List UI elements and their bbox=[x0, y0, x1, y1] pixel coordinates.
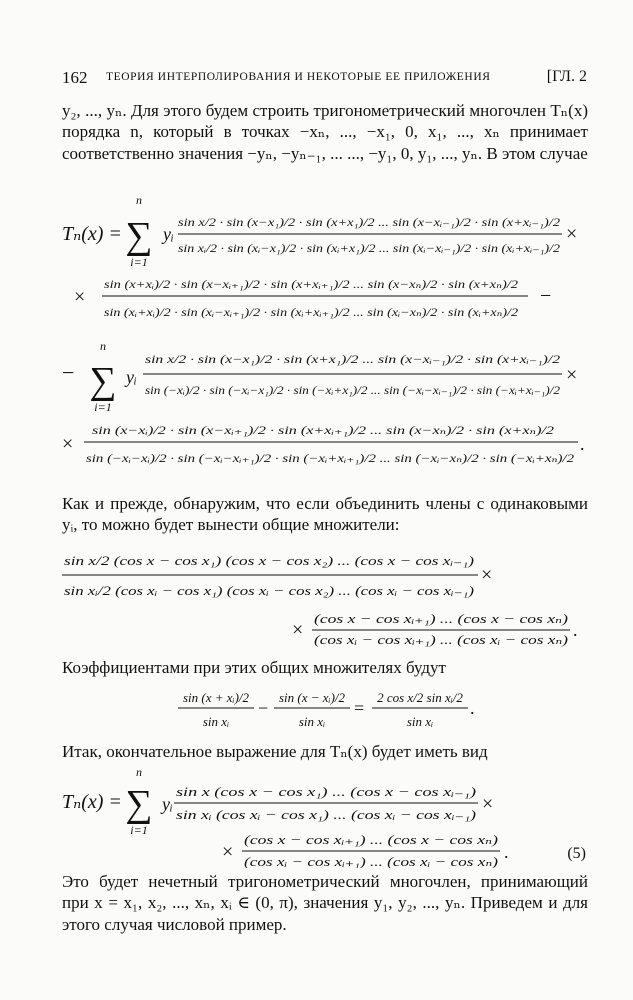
common-times2: × bbox=[292, 619, 304, 641]
final-sum-bottom: i=1 bbox=[130, 823, 148, 837]
main-times4: × bbox=[62, 433, 74, 455]
main-y2: yᵢ bbox=[126, 367, 137, 387]
coef-a-num: sin (x + xᵢ)/2 bbox=[182, 690, 250, 705]
main-row4-num: sin (x−xᵢ)/2 · sin (x−xᵢ₊₁)/2 · sin (x+xᵢ₊₁)/2 ... sin (x−xₙ)/2 · sin (x+xₙ)/2 bbox=[92, 425, 555, 437]
coef-b-num: sin (x − xᵢ)/2 bbox=[278, 690, 346, 705]
running-header bbox=[62, 68, 587, 90]
main-times3: × bbox=[566, 364, 578, 386]
common-end-dot: . bbox=[573, 620, 578, 640]
main-minus: − bbox=[540, 285, 552, 307]
final-num2: (cos x − cos xᵢ₊₁) ... (cos x − cos xₙ) bbox=[244, 832, 498, 847]
main-y1: yᵢ bbox=[163, 224, 174, 244]
main-row2-num: sin (x+xᵢ)/2 · sin (x−xᵢ₊₁)/2 · sin (x+xᵢ₊₁)/2 ... sin (x−xₙ)/2 · sin (x+xₙ)/2 bbox=[104, 279, 519, 291]
main-row2-den: sin (xᵢ+xᵢ)/2 · sin (xᵢ−xᵢ₊₁)/2 · sin (xᵢ+xᵢ₊₁)/2 ... sin (xᵢ−xₙ)/2 · sin (xᵢ+xₙ)/2 bbox=[104, 307, 519, 319]
coef-c-num: 2 cos x/2 sin xᵢ/2 bbox=[377, 690, 463, 705]
common-num2: (cos x − cos xᵢ₊₁) ... (cos x − cos xₙ) bbox=[314, 611, 568, 626]
formula-common-factors bbox=[0, 543, 633, 647]
final-end-dot: . bbox=[504, 842, 509, 862]
paragraph-intro: y₂, ..., yₙ. Для этого будем строить тригонометрический многочлен Tₙ(x) порядка n, который в точках −xₙ, ..., −x₁, 0, x₁, ..., xₙ принимает соответственно значения −yₙ, −yₙ₋₁, ... ..., −y₁, 0, y₁, ..., yₙ. В этом случае bbox=[62, 101, 588, 163]
paragraph-coefficients: Коэффициентами при этих общих множителях будут bbox=[62, 658, 446, 677]
main-times1: × bbox=[566, 223, 578, 245]
paragraph-conclusion: Это будет нечетный тригонометрический многочлен, принимающий при x = x₁, x₂, ..., xₙ, xᵢ ∈ (0, π), значения y₁, y₂, ..., yₙ. Приведем и для этого случая числовой пример. bbox=[62, 872, 588, 934]
main-minus2: − bbox=[62, 360, 75, 385]
formula-main bbox=[0, 188, 633, 478]
main-row1-num: sin x/2 · sin (x−x₁)/2 · sin (x+x₁)/2 ... sin (x−xᵢ₋₁)/2 · sin (x+xᵢ₋₁)/2 bbox=[178, 217, 561, 229]
coef-minus: − bbox=[258, 698, 269, 718]
coef-eq: = bbox=[354, 698, 365, 718]
final-yi: yᵢ bbox=[162, 794, 173, 814]
final-sum-sigma: ∑ bbox=[125, 783, 153, 825]
coef-a-den: sin xᵢ bbox=[202, 714, 230, 729]
paragraph-final-form: Итак, окончательное выражение для Tₙ(x) будет иметь вид bbox=[62, 742, 488, 761]
final-den2: (cos xᵢ − cos xᵢ₊₁) ... (cos xᵢ − cos xₙ) bbox=[244, 854, 498, 868]
main-sum1-bottom: i=1 bbox=[130, 255, 148, 269]
formula-final bbox=[0, 768, 633, 868]
main-sum2-sigma: ∑ bbox=[89, 360, 117, 402]
final-times2: × bbox=[222, 841, 234, 863]
final-lhs: Tₙ(x) = bbox=[62, 791, 122, 813]
final-times1: × bbox=[482, 793, 494, 815]
running-title: ТЕОРИЯ ИНТЕРПОЛИРОВАНИЯ И НЕКОТОРЫЕ ЕЕ ПРИЛОЖЕНИЯ bbox=[106, 71, 491, 83]
equation-number: (5) bbox=[567, 845, 586, 862]
main-row4-den: sin (−xᵢ−xᵢ)/2 · sin (−xᵢ−xᵢ₊₁)/2 · sin (−xᵢ+xᵢ₊₁)/2 ... sin (−xᵢ−xₙ)/2 · sin (−xᵢ+xₙ)/2 bbox=[86, 453, 575, 465]
main-sum1-sigma: ∑ bbox=[125, 215, 153, 257]
common-den: sin xᵢ/2 (cos xᵢ − cos x₁) (cos xᵢ − cos x₂) ... (cos xᵢ − cos xᵢ₋₁) bbox=[64, 583, 474, 598]
coef-end-dot: . bbox=[470, 698, 475, 718]
final-den1: sin xᵢ (cos xᵢ − cos x₁) ... (cos xᵢ − cos xᵢ₋₁) bbox=[176, 807, 476, 822]
main-times2: × bbox=[74, 286, 86, 308]
main-row3-den: sin (−xᵢ)/2 · sin (−xᵢ−x₁)/2 · sin (−xᵢ+x₁)/2 ... sin (−xᵢ−xᵢ₋₁)/2 · sin (−xᵢ+xᵢ₋₁)/2 bbox=[145, 385, 561, 397]
coef-c-den: sin xᵢ bbox=[406, 714, 434, 729]
page-number: 162 bbox=[62, 68, 88, 87]
coef-b-den: sin xᵢ bbox=[298, 714, 326, 729]
main-row1-den: sin xᵢ/2 · sin (xᵢ−x₁)/2 · sin (xᵢ+x₁)/2 ... sin (xᵢ−xᵢ₋₁)/2 · sin (xᵢ+xᵢ₋₁)/2 bbox=[178, 243, 561, 255]
common-num: sin x/2 (cos x − cos x₁) (cos x − cos x₂) ... (cos x − cos xᵢ₋₁) bbox=[64, 553, 474, 568]
final-num1: sin x (cos x − cos x₁) ... (cos x − cos xᵢ₋₁) bbox=[176, 784, 476, 799]
paragraph-common-factors: Как и прежде, обнаружим, что если объединить члены с одинаковыми yᵢ, то можно будет вынести общие множители: bbox=[62, 494, 588, 535]
common-den2: (cos xᵢ − cos xᵢ₊₁) ... (cos xᵢ − cos xₙ) bbox=[314, 632, 568, 647]
main-sum1-top: n bbox=[136, 193, 142, 207]
main-row3-num: sin x/2 · sin (x−x₁)/2 · sin (x+x₁)/2 ... sin (x−xᵢ₋₁)/2 · sin (x+xᵢ₋₁)/2 bbox=[145, 354, 561, 366]
chapter-label: [ГЛ. 2 bbox=[546, 68, 587, 85]
main-lhs: Tₙ(x) = bbox=[62, 223, 122, 245]
main-end-dot: . bbox=[580, 434, 585, 454]
main-sum2-top: n bbox=[100, 339, 106, 353]
final-sum-top: n bbox=[136, 768, 142, 779]
common-times: × bbox=[481, 564, 493, 586]
main-sum2-bottom: i=1 bbox=[94, 400, 112, 414]
formula-coefficients bbox=[0, 680, 633, 738]
